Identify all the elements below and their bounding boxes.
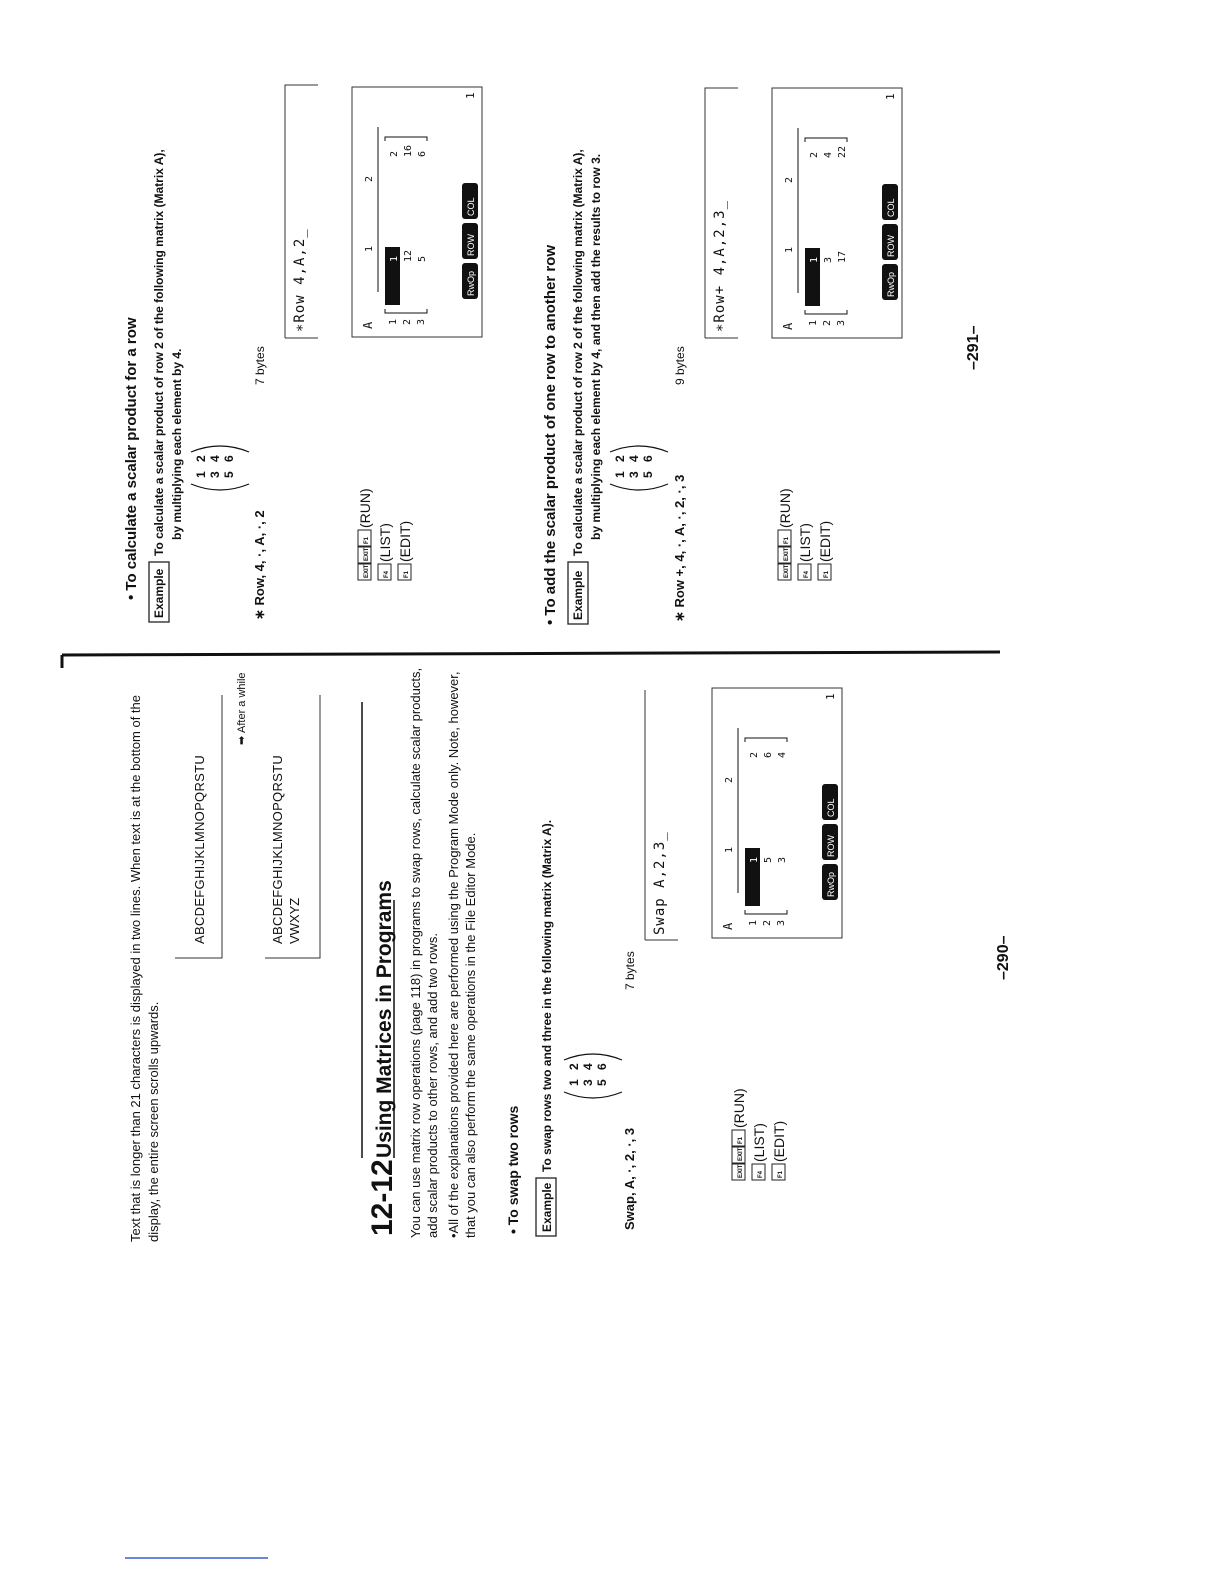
corner-value: 1	[824, 693, 837, 700]
add-lcd-text: ∗Row+ 4,A,2,3_	[712, 199, 728, 332]
key-action: (RUN)	[777, 488, 793, 528]
col-header: 1	[724, 846, 735, 853]
key-label: EXIT	[738, 1147, 744, 1161]
matrix-name: A	[361, 321, 375, 329]
scalar-example-line2: by multiplying each element by 4.	[170, 348, 184, 540]
softkey-label: RwOp	[466, 270, 476, 296]
key-action: (EDIT)	[817, 520, 833, 562]
screen2-line1: ABCDEFGHIJKLMNOPQRSTU	[270, 754, 285, 944]
key-label: F4	[384, 570, 390, 578]
softkey-label: COL	[466, 197, 476, 216]
swap-result-screen	[712, 688, 842, 938]
scalar-example-line1: To calculate a scalar product of row 2 of the following matrix (Matrix A),	[152, 149, 166, 556]
add-example-line1: To calculate a scalar product of row 2 of the following matrix (Matrix A),	[571, 149, 585, 556]
key-action: (LIST)	[377, 523, 393, 562]
matrix-cell: 1	[613, 471, 627, 478]
cell-value: 6	[763, 751, 774, 758]
softkey-label: COL	[826, 798, 836, 817]
key-label: EXIT	[364, 564, 370, 578]
key-label: F1	[404, 570, 410, 578]
matrix-cell: 6	[641, 455, 655, 462]
softkey-label: RwOp	[826, 871, 836, 897]
matrix-cell: 1	[567, 1079, 581, 1086]
softkey-label: COL	[886, 198, 896, 217]
matrix-cell: 4	[208, 455, 222, 462]
section-para-1: You can use matrix row operations (page 118) in programs to swap rows, calculate scalar products,	[408, 667, 423, 1238]
softkey-label: ROW	[826, 835, 836, 857]
matrix-name: A	[721, 922, 735, 930]
key-action: (RUN)	[357, 488, 373, 528]
matrix-cell: 2	[194, 455, 208, 462]
cell-value: 16	[403, 144, 414, 157]
softkey-label: ROW	[886, 235, 896, 257]
key-label: F1	[364, 536, 370, 544]
row-label: 3	[836, 319, 847, 326]
col-header: 2	[364, 175, 375, 182]
row-label: 2	[402, 318, 413, 325]
row-label: 2	[822, 319, 833, 326]
cell-value: 22	[837, 145, 848, 158]
key-label: F1	[824, 570, 830, 578]
screen2-line2: VWXYZ	[287, 897, 302, 944]
col-header: 1	[364, 245, 375, 252]
key-label: EXIT	[784, 547, 790, 561]
cell-value: 5	[763, 856, 774, 863]
scalar-result-screen	[352, 87, 482, 337]
swap-heading: • To swap two rows	[505, 1105, 521, 1234]
matrix-cell: 4	[627, 455, 641, 462]
after-label: After a while	[236, 672, 248, 733]
col-header: 2	[724, 776, 735, 783]
matrix-cell: 1	[194, 471, 208, 478]
matrix-cell: 5	[222, 471, 236, 478]
cell-value: 5	[417, 255, 428, 262]
matrix-cell: 3	[208, 471, 222, 478]
col-header: 2	[784, 176, 795, 183]
swap-lcd-text: Swap A,2,3_	[652, 831, 668, 935]
row-label: 2	[762, 919, 773, 926]
example-label: Example	[571, 570, 585, 620]
matrix-cell: 2	[567, 1063, 581, 1070]
cell-value: 4	[823, 151, 834, 158]
matrix-cell: 4	[581, 1063, 595, 1070]
key-action: (EDIT)	[397, 520, 413, 562]
row-label: 3	[776, 919, 787, 926]
scalar-command: ∗ Row, 4, ·, A, ·, 2	[252, 510, 267, 620]
row-label: 1	[808, 319, 819, 326]
cell-value: 2	[389, 150, 400, 157]
key-action: (LIST)	[797, 523, 813, 562]
cell-value: 1	[389, 255, 400, 262]
scalar-heading: • To calculate a scalar product for a row	[123, 317, 140, 600]
matrix-cell: 6	[222, 455, 236, 462]
add-heading: • To add the scalar product of one row to another row	[542, 245, 559, 625]
cell-value: 12	[403, 249, 414, 262]
section-para-2: that you can also perform the same operations in the File Editor Mode.	[463, 832, 478, 1238]
section-para-2: •All of the explanations provided here are performed using the Program Mode only. Note, however,	[446, 671, 461, 1238]
key-label: EXIT	[738, 1164, 744, 1178]
row-label: 1	[388, 318, 399, 325]
cell-value: 2	[749, 751, 760, 758]
key-label: F1	[778, 1170, 784, 1178]
add-bytes: 9 bytes	[673, 346, 687, 385]
key-label: EXIT	[364, 547, 370, 561]
cell-value: 4	[777, 751, 788, 758]
add-example-line2: by multiplying each element by 4, and then add the results to row 3.	[589, 153, 603, 540]
key-action: (LIST)	[751, 1123, 767, 1162]
cell-value: 6	[417, 150, 428, 157]
matrix-cell: 3	[581, 1079, 595, 1086]
softkey-label: RwOp	[886, 271, 896, 297]
example-label: Example	[152, 568, 166, 618]
swap-example-text: To swap rows two and three in the following matrix (Matrix A).	[540, 819, 554, 1172]
intro-text: Text that is longer than 21 characters is displayed in two lines. When text is at the bottom of the	[128, 694, 143, 1242]
add-result-screen	[772, 88, 902, 338]
cell-value: 17	[837, 250, 848, 263]
key-action: (RUN)	[731, 1088, 747, 1128]
down-arrow-icon: ➡	[236, 735, 248, 745]
cell-value: 3	[777, 856, 788, 863]
add-command: ∗ Row +, 4, ·, A, ·, 2, ·, 3	[672, 474, 687, 622]
example-label: Example	[540, 1182, 554, 1232]
corner-value: 1	[464, 92, 477, 99]
screen1-text: ABCDEFGHIJKLMNOPQRSTU	[192, 754, 207, 944]
cursor-cell	[745, 848, 760, 906]
scalar-lcd-text: ∗Row 4,A,2_	[292, 228, 308, 332]
key-label: F1	[738, 1136, 744, 1144]
key-label: F4	[758, 1170, 764, 1178]
page-number-291: –291–	[965, 325, 982, 370]
softkey-label: ROW	[466, 234, 476, 256]
key-label: F1	[784, 536, 790, 544]
page-number-290: –290–	[995, 935, 1012, 980]
section-para-1: add scalar products to other rows, and add two rows.	[425, 933, 440, 1238]
matrix-cell: 5	[595, 1079, 609, 1086]
matrix-name: A	[781, 322, 795, 330]
scalar-bytes: 7 bytes	[253, 346, 267, 385]
swap-bytes: 7 bytes	[623, 951, 637, 990]
section-number: 12-12	[366, 1159, 399, 1236]
matrix-cell: 2	[613, 455, 627, 462]
cell-value: 1	[809, 256, 820, 263]
key-label: EXIT	[784, 564, 790, 578]
cell-value: 2	[809, 151, 820, 158]
intro-text: display, the entire screen scrolls upwards.	[146, 1001, 161, 1242]
col-header: 1	[784, 246, 795, 253]
cursor-cell	[385, 247, 400, 305]
matrix-cell: 3	[627, 471, 641, 478]
cell-value: 1	[749, 856, 760, 863]
matrix-cell: 6	[595, 1063, 609, 1070]
corner-value: 1	[884, 93, 897, 100]
section-title: Using Matrices in Programs	[373, 880, 396, 1158]
matrix-cell: 5	[641, 471, 655, 478]
key-label: F4	[804, 570, 810, 578]
cell-value: 3	[823, 256, 834, 263]
cursor-cell	[805, 248, 820, 306]
row-label: 1	[748, 919, 759, 926]
swap-command: Swap, A, ·, 2, ·, 3	[622, 1127, 637, 1230]
row-label: 3	[416, 318, 427, 325]
key-action: (EDIT)	[771, 1120, 787, 1162]
